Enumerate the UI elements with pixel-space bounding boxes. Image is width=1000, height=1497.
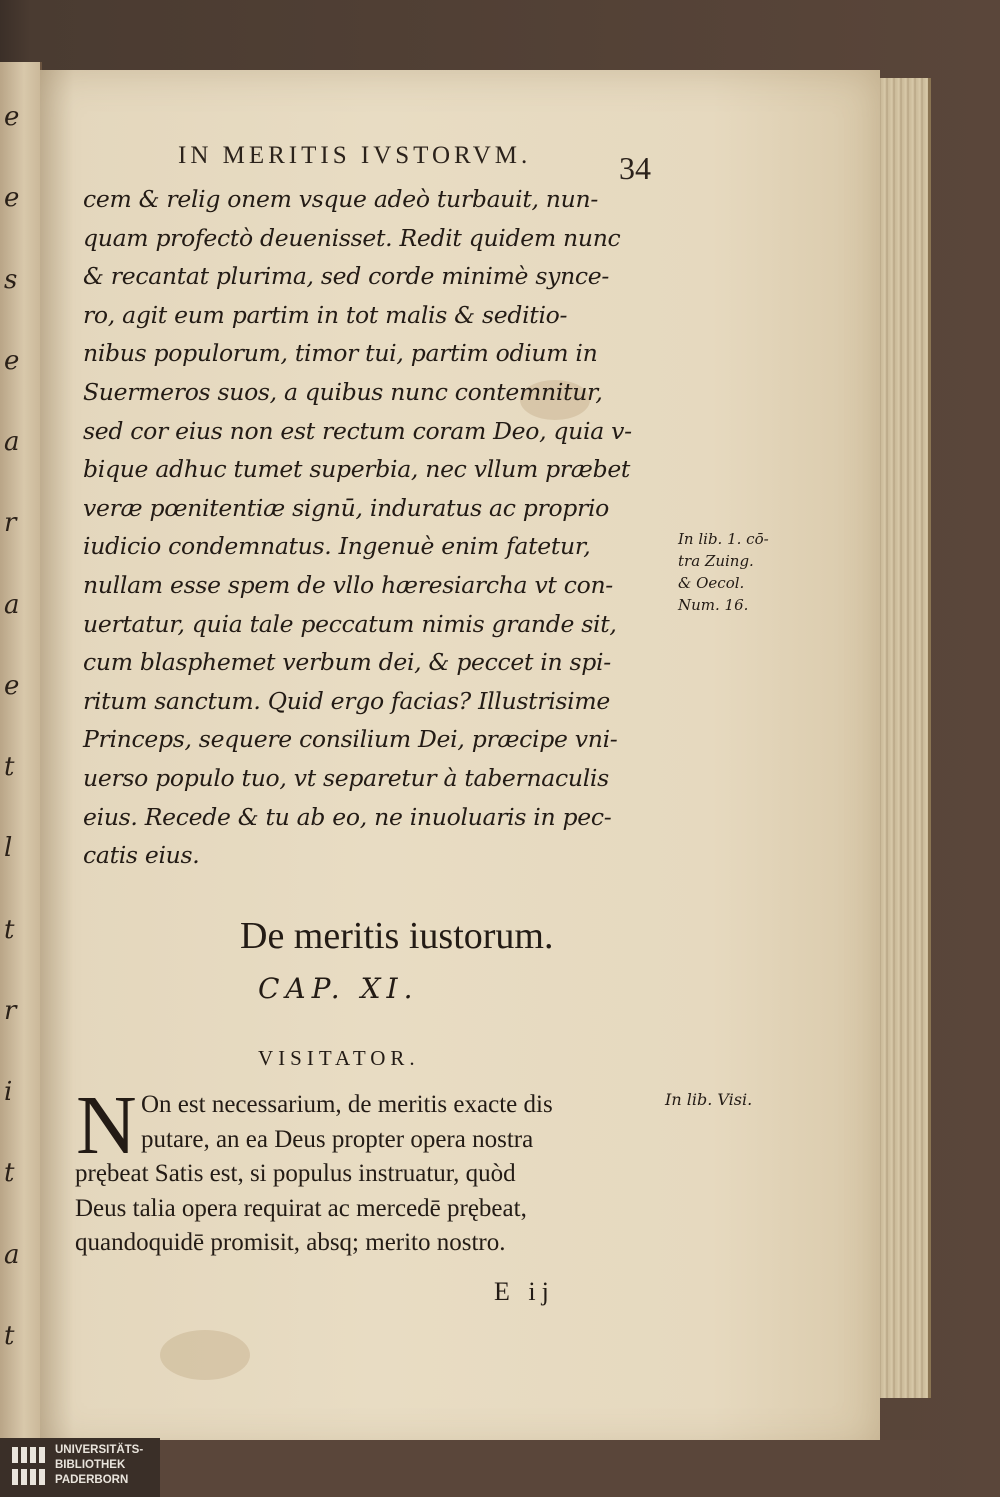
drop-initial: N [76, 1079, 137, 1172]
margin-note [678, 528, 788, 616]
text-line: veræ pœnitentiæ signū, induratus ac proprio [83, 493, 610, 522]
left-page-fragment: e [4, 183, 20, 214]
left-page-fragment: i [4, 1077, 13, 1107]
library-logo-text [55, 1443, 143, 1488]
text-line: prębeat Satis est, si populus instruatur, quòd [75, 1160, 516, 1187]
logo-line: BIBLIOTHEK [55, 1459, 126, 1471]
margin-note-line: tra Zuing. [678, 552, 754, 570]
left-page-fragment: t [4, 914, 15, 945]
signature-mark: E ij [494, 1277, 555, 1306]
left-page-fragment: r [4, 508, 17, 539]
text-line: putare, an ea Deus propter opera nostra [141, 1125, 534, 1153]
page-number: 34 [619, 150, 651, 186]
logo-line: UNIVERSITÄTS- [55, 1444, 144, 1456]
left-page-fragment: e [4, 670, 20, 701]
roman-paragraph [75, 1088, 675, 1261]
left-page-fragment: s [4, 264, 18, 295]
left-page-fragment: a [4, 427, 20, 457]
text-line: bique adhuc tumet superbia, nec vllum præbet [83, 455, 631, 484]
left-page-fragment: t [4, 752, 15, 782]
text-line: & recantat plurima, sed corde minimè synce- [83, 262, 610, 291]
logo-line: PADERBORN [55, 1474, 129, 1486]
text-line: On est necessarium, de meritis exacte dis [141, 1091, 553, 1118]
text-line: iudicio condemnatus. Ingenuè enim fatetur, [83, 532, 591, 561]
text-line: Deus talia opera requirat ac mercedē prębeat, [75, 1194, 527, 1222]
text-line: cum blasphemet verbum dei, & peccet in spi- [83, 648, 611, 677]
text-line: ritum sanctum. Quid ergo facias? Illustrisime [83, 686, 610, 715]
bottom-shadow [40, 1440, 930, 1497]
speaker-heading: VISITATOR. [258, 1046, 420, 1070]
text-line: quandoquidē promisit, absq; merito nostro. [75, 1229, 506, 1256]
left-page-fragment: e [4, 345, 20, 376]
text-line: uertatur, quia tale peccatum nimis grande sit, [83, 609, 617, 638]
text-line: eius. Recede & tu ab eo, ne inuoluaris in pec- [83, 802, 612, 831]
margin-note-line: & Oecol. [678, 574, 745, 592]
body-text [83, 180, 683, 875]
text-line: cem & relig onem vsque adeò turbauit, nun- [83, 185, 598, 213]
left-page-fragment: e [4, 102, 20, 132]
left-page-fragment: l [4, 833, 13, 864]
library-logo-icon [8, 1443, 50, 1489]
text-line: ro, agit eum partim in tot malis & seditio- [83, 300, 568, 329]
text-line: uerso populo tuo, vt separetur à tabernaculis [83, 763, 609, 792]
chapter-number: CAP. XI. [258, 972, 419, 1005]
left-page-fragment: a [4, 589, 20, 620]
text-line: Princeps, sequere consilium Dei, præcipe vni- [83, 725, 618, 754]
left-page-fragment: t [4, 1320, 15, 1351]
paper-stain [160, 1330, 250, 1380]
running-head: IN MERITIS IVSTORVM. [178, 142, 532, 169]
left-page-fragment: t [4, 1158, 15, 1189]
text-line: catis eius. [83, 841, 200, 870]
text-line: nullam esse spem de vllo hæresiarcha vt con- [83, 570, 613, 599]
text-line: quam profectò deuenisset. Redit quidem nunc [83, 223, 621, 252]
margin-note-line: Num. 16. [678, 596, 749, 614]
chapter-title: De meritis iustorum. [240, 915, 554, 957]
left-page-fragment: r [4, 995, 17, 1026]
left-page-fragment: a [4, 1239, 20, 1270]
text-line: nibus populorum, timor tui, partim odium in [83, 339, 598, 368]
margin-note-line: In lib. 1. cō- [678, 530, 769, 548]
left-page-edge [0, 62, 42, 1442]
margin-note: In lib. Visi. [665, 1090, 753, 1109]
text-line: Suermeros suos, a quibus nunc contemnitur, [83, 377, 603, 406]
text-line: sed cor eius non est rectum coram Deo, quia v- [83, 416, 632, 445]
